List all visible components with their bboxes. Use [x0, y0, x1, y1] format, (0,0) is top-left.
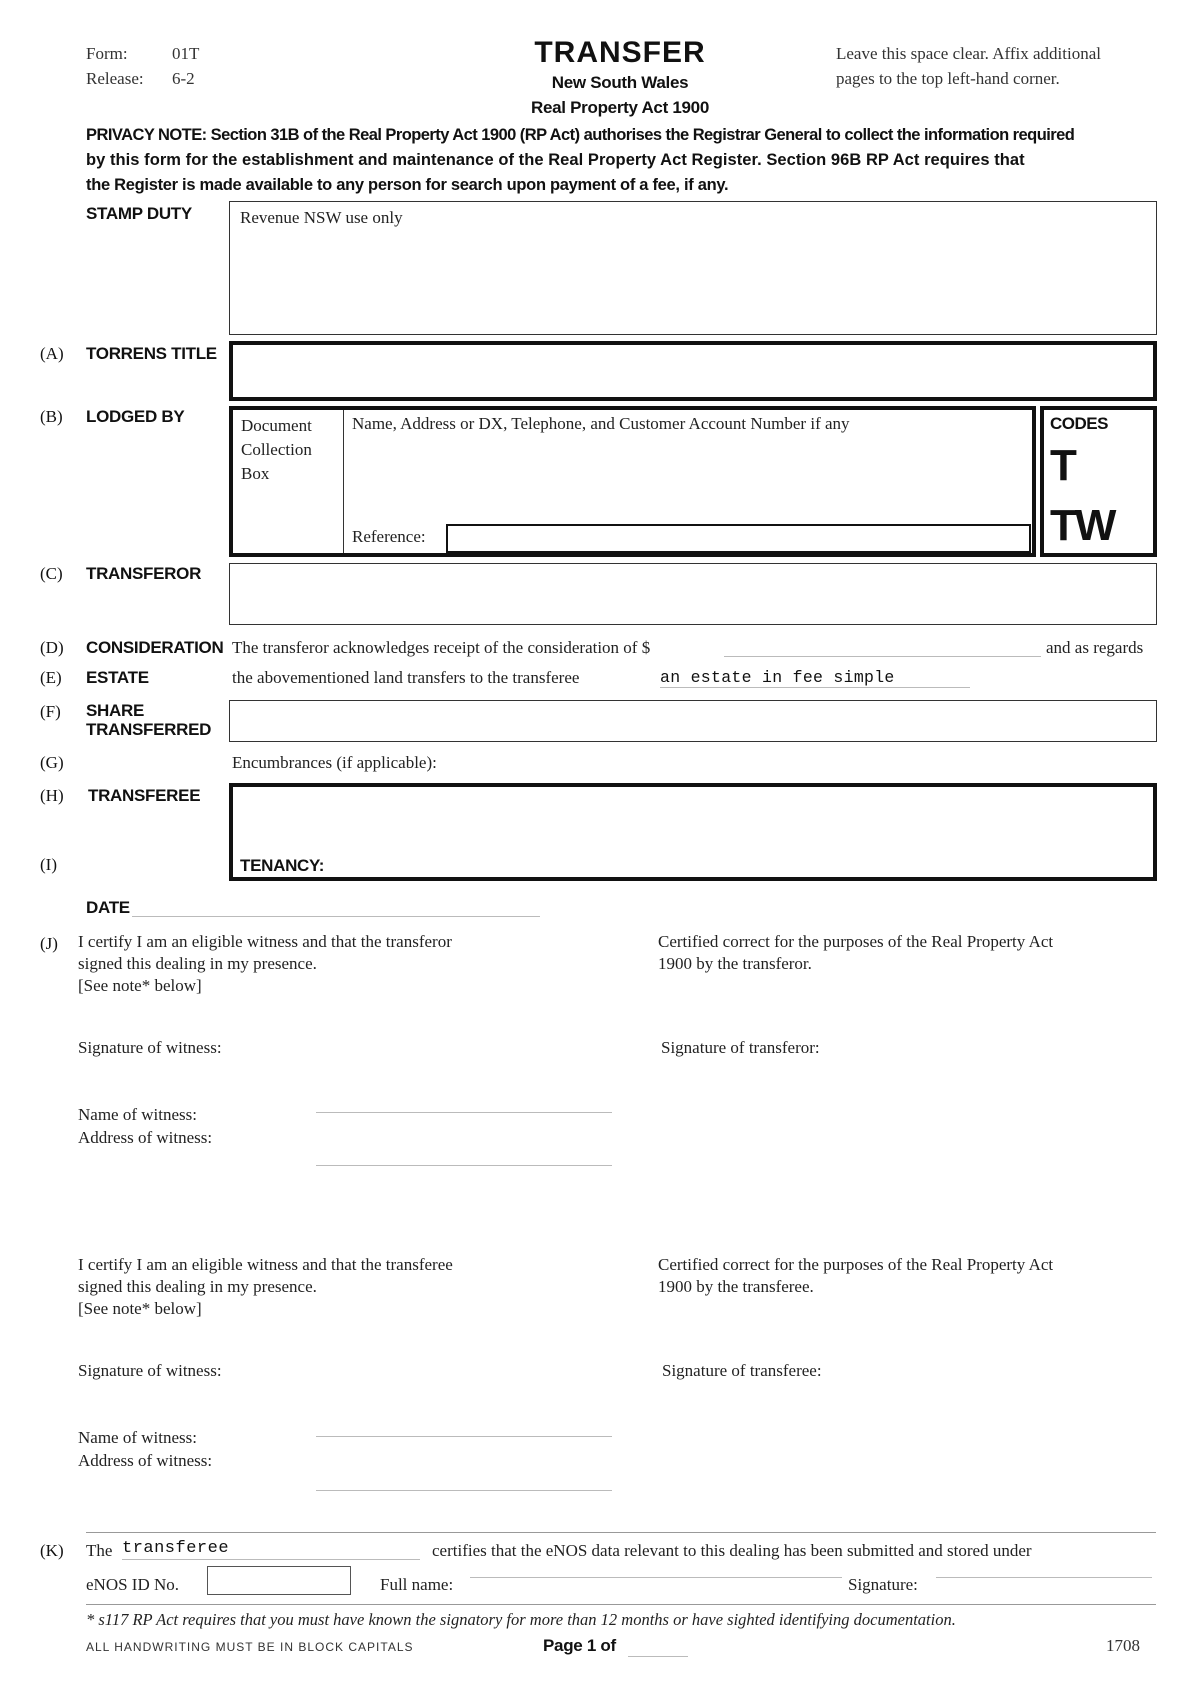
form-value: 01T	[172, 44, 200, 63]
transferee-witness-address-label: Address of witness:	[78, 1451, 213, 1470]
s117-note: * s117 RP Act requires that you must have known the signatory for more than 12 months or have sighted identifying documentation.	[86, 1610, 956, 1629]
transferor-witness-address-label: Address of witness:	[78, 1128, 213, 1147]
lodger-details-text: Name, Address or DX, Telephone, and Customer Account Number if any	[352, 414, 850, 433]
consideration-label: CONSIDERATION	[86, 638, 224, 657]
date-label: DATE	[86, 898, 130, 917]
transferee-cert-line2: 1900 by the transferee.	[658, 1277, 814, 1296]
privacy-note-line1: PRIVACY NOTE: Section 31B of the Real Property Act 1900 (RP Act) authorises the Registrar General to collect the information required	[86, 126, 1075, 144]
transferor-label: TRANSFEROR	[86, 564, 202, 583]
section-letter-d: (D)	[40, 638, 64, 657]
tenancy-field[interactable]	[330, 850, 1150, 876]
transferor-witness-name-label: Name of witness:	[78, 1105, 197, 1124]
transferee-witness-cert-line1: I certify I am an eligible witness and that the transferee	[78, 1255, 453, 1274]
lodged-by-label: LODGED BY	[86, 407, 185, 426]
share-transferred-label	[86, 701, 211, 739]
page-title: TRANSFER	[534, 36, 706, 69]
code-t: T	[1050, 441, 1077, 490]
transferee-witness-cert-line3: [See note* below]	[78, 1299, 202, 1318]
block-capitals-note: ALL HANDWRITING MUST BE IN BLOCK CAPITALS	[86, 1640, 414, 1654]
section-letter-g: (G)	[40, 753, 64, 772]
lodger-details-field[interactable]	[345, 420, 1031, 520]
date-field[interactable]	[132, 898, 540, 917]
enos-top-rule	[86, 1532, 1156, 1533]
leave-clear-note-line2: pages to the top left-hand corner.	[836, 69, 1060, 88]
share-transferred-field[interactable]	[229, 700, 1157, 742]
form-label: Form:	[86, 44, 128, 63]
doc-box-line1: Document	[241, 416, 312, 435]
transferor-witness-signature-field[interactable]	[255, 1028, 595, 1058]
privacy-note-line2: by this form for the establishment and maintenance of the Real Property Act Register. Section 96B RP Act requires that	[86, 151, 1025, 169]
full-name-label: Full name:	[380, 1575, 454, 1594]
torrens-title-field[interactable]	[229, 341, 1157, 401]
enos-party-field[interactable]	[122, 1539, 420, 1560]
section-letter-h: (H)	[40, 786, 64, 805]
release-value: 6-2	[172, 69, 195, 88]
transferee-signature-field[interactable]	[860, 1351, 1150, 1381]
witness-cert-line2: signed this dealing in my presence.	[78, 954, 317, 973]
encumbrances-text: Encumbrances (if applicable):	[232, 753, 437, 772]
section-letter-e: (E)	[40, 668, 62, 687]
form-number: 1708	[1106, 1636, 1140, 1655]
act-name: Real Property Act 1900	[531, 98, 709, 117]
transferor-signature-field[interactable]	[860, 1028, 1150, 1058]
consideration-amount-field[interactable]	[724, 638, 1041, 657]
transferor-certification	[658, 931, 1053, 975]
transferor-cert-line1: Certified correct for the purposes of the Real Property Act	[658, 932, 1054, 951]
enos-id-label: eNOS ID No.	[86, 1575, 180, 1594]
stamp-duty-box	[229, 201, 1157, 335]
transferor-witness-name-field[interactable]	[316, 1112, 612, 1113]
share-label-line2: TRANSFERRED	[86, 720, 212, 739]
estate-text: the abovementioned land transfers to the transferee	[232, 668, 580, 687]
transferor-signature-label: Signature of transferor:	[661, 1038, 820, 1057]
transferee-witness-address-field[interactable]	[316, 1490, 612, 1491]
enos-signature-field[interactable]	[936, 1577, 1152, 1578]
transferee-witness-name-label: Name of witness:	[78, 1428, 197, 1447]
estate-value: an estate in fee simple	[660, 668, 895, 687]
transferee-witness-cert-line2: signed this dealing in my presence.	[78, 1277, 317, 1296]
estate-field[interactable]	[660, 668, 970, 688]
witness-cert-line1: I certify I am an eligible witness and that the transferor	[78, 932, 452, 951]
transferee-witness-signature-label: Signature of witness:	[78, 1361, 222, 1380]
enos-certifies-text: certifies that the eNOS data relevant to this dealing has been submitted and stored under	[432, 1541, 1032, 1560]
stamp-duty-label: STAMP DUTY	[86, 204, 192, 223]
section-letter-f: (F)	[40, 702, 61, 721]
consideration-after-text: and as regards	[1046, 638, 1144, 657]
section-letter-c: (C)	[40, 564, 63, 583]
footer-rule	[86, 1604, 1156, 1605]
transferor-cert-line2: 1900 by the transferor.	[658, 954, 812, 973]
torrens-title-label: TORRENS TITLE	[86, 344, 217, 363]
enos-the-text: The	[86, 1541, 113, 1560]
transferee-signature-label: Signature of transferee:	[662, 1361, 822, 1380]
enos-id-field[interactable]	[207, 1566, 351, 1595]
code-tw: TW	[1050, 501, 1115, 550]
transferee-cert-line1: Certified correct for the purposes of the Real Property Act	[658, 1255, 1054, 1274]
transferee-certification	[658, 1254, 1053, 1298]
transferor-witness-certificate	[78, 931, 452, 997]
transferor-field[interactable]	[229, 563, 1157, 625]
lodged-by-divider	[343, 410, 344, 553]
doc-box-line2: Collection	[241, 440, 312, 459]
release-label: Release:	[86, 69, 144, 88]
document-collection-box[interactable]	[241, 414, 312, 486]
doc-box-line3: Box	[241, 464, 270, 483]
transferee-witness-name-field[interactable]	[316, 1436, 612, 1437]
section-letter-i: (I)	[40, 855, 57, 874]
privacy-note-line3: the Register is made available to any person for search upon payment of a fee, if any.	[86, 176, 729, 194]
enos-signature-label: Signature:	[848, 1575, 918, 1594]
transferor-witness-address-field[interactable]	[316, 1165, 612, 1166]
section-letter-j: (J)	[40, 934, 58, 953]
transferor-witness-signature-label: Signature of witness:	[78, 1038, 222, 1057]
estate-label: ESTATE	[86, 668, 149, 687]
codes-box	[1040, 406, 1157, 557]
full-name-field[interactable]	[470, 1577, 842, 1578]
section-letter-b: (B)	[40, 407, 63, 426]
reference-label: Reference:	[352, 527, 426, 546]
witness-cert-line3: [See note* below]	[78, 976, 202, 995]
reference-field[interactable]	[446, 524, 1031, 553]
codes-label: CODES	[1050, 414, 1108, 433]
section-letter-a: (A)	[40, 344, 64, 363]
page-number-label: Page 1 of	[543, 1636, 616, 1655]
share-label-line1: SHARE	[86, 701, 145, 720]
tenancy-label: TENANCY:	[240, 856, 325, 875]
stamp-duty-box-text: Revenue NSW use only	[240, 208, 403, 227]
transferee-label: TRANSFEREE	[88, 786, 201, 805]
state-name: New South Wales	[551, 73, 689, 92]
transferee-witness-certificate	[78, 1254, 453, 1320]
consideration-text: The transferor acknowledges receipt of the consideration of $	[232, 638, 651, 657]
leave-clear-note-line1: Leave this space clear. Affix additional	[836, 44, 1101, 63]
transferee-witness-signature-field[interactable]	[255, 1351, 595, 1381]
enos-party-value: transferee	[122, 1539, 230, 1558]
page-count-field[interactable]	[628, 1638, 688, 1657]
section-letter-k: (K)	[40, 1541, 64, 1560]
